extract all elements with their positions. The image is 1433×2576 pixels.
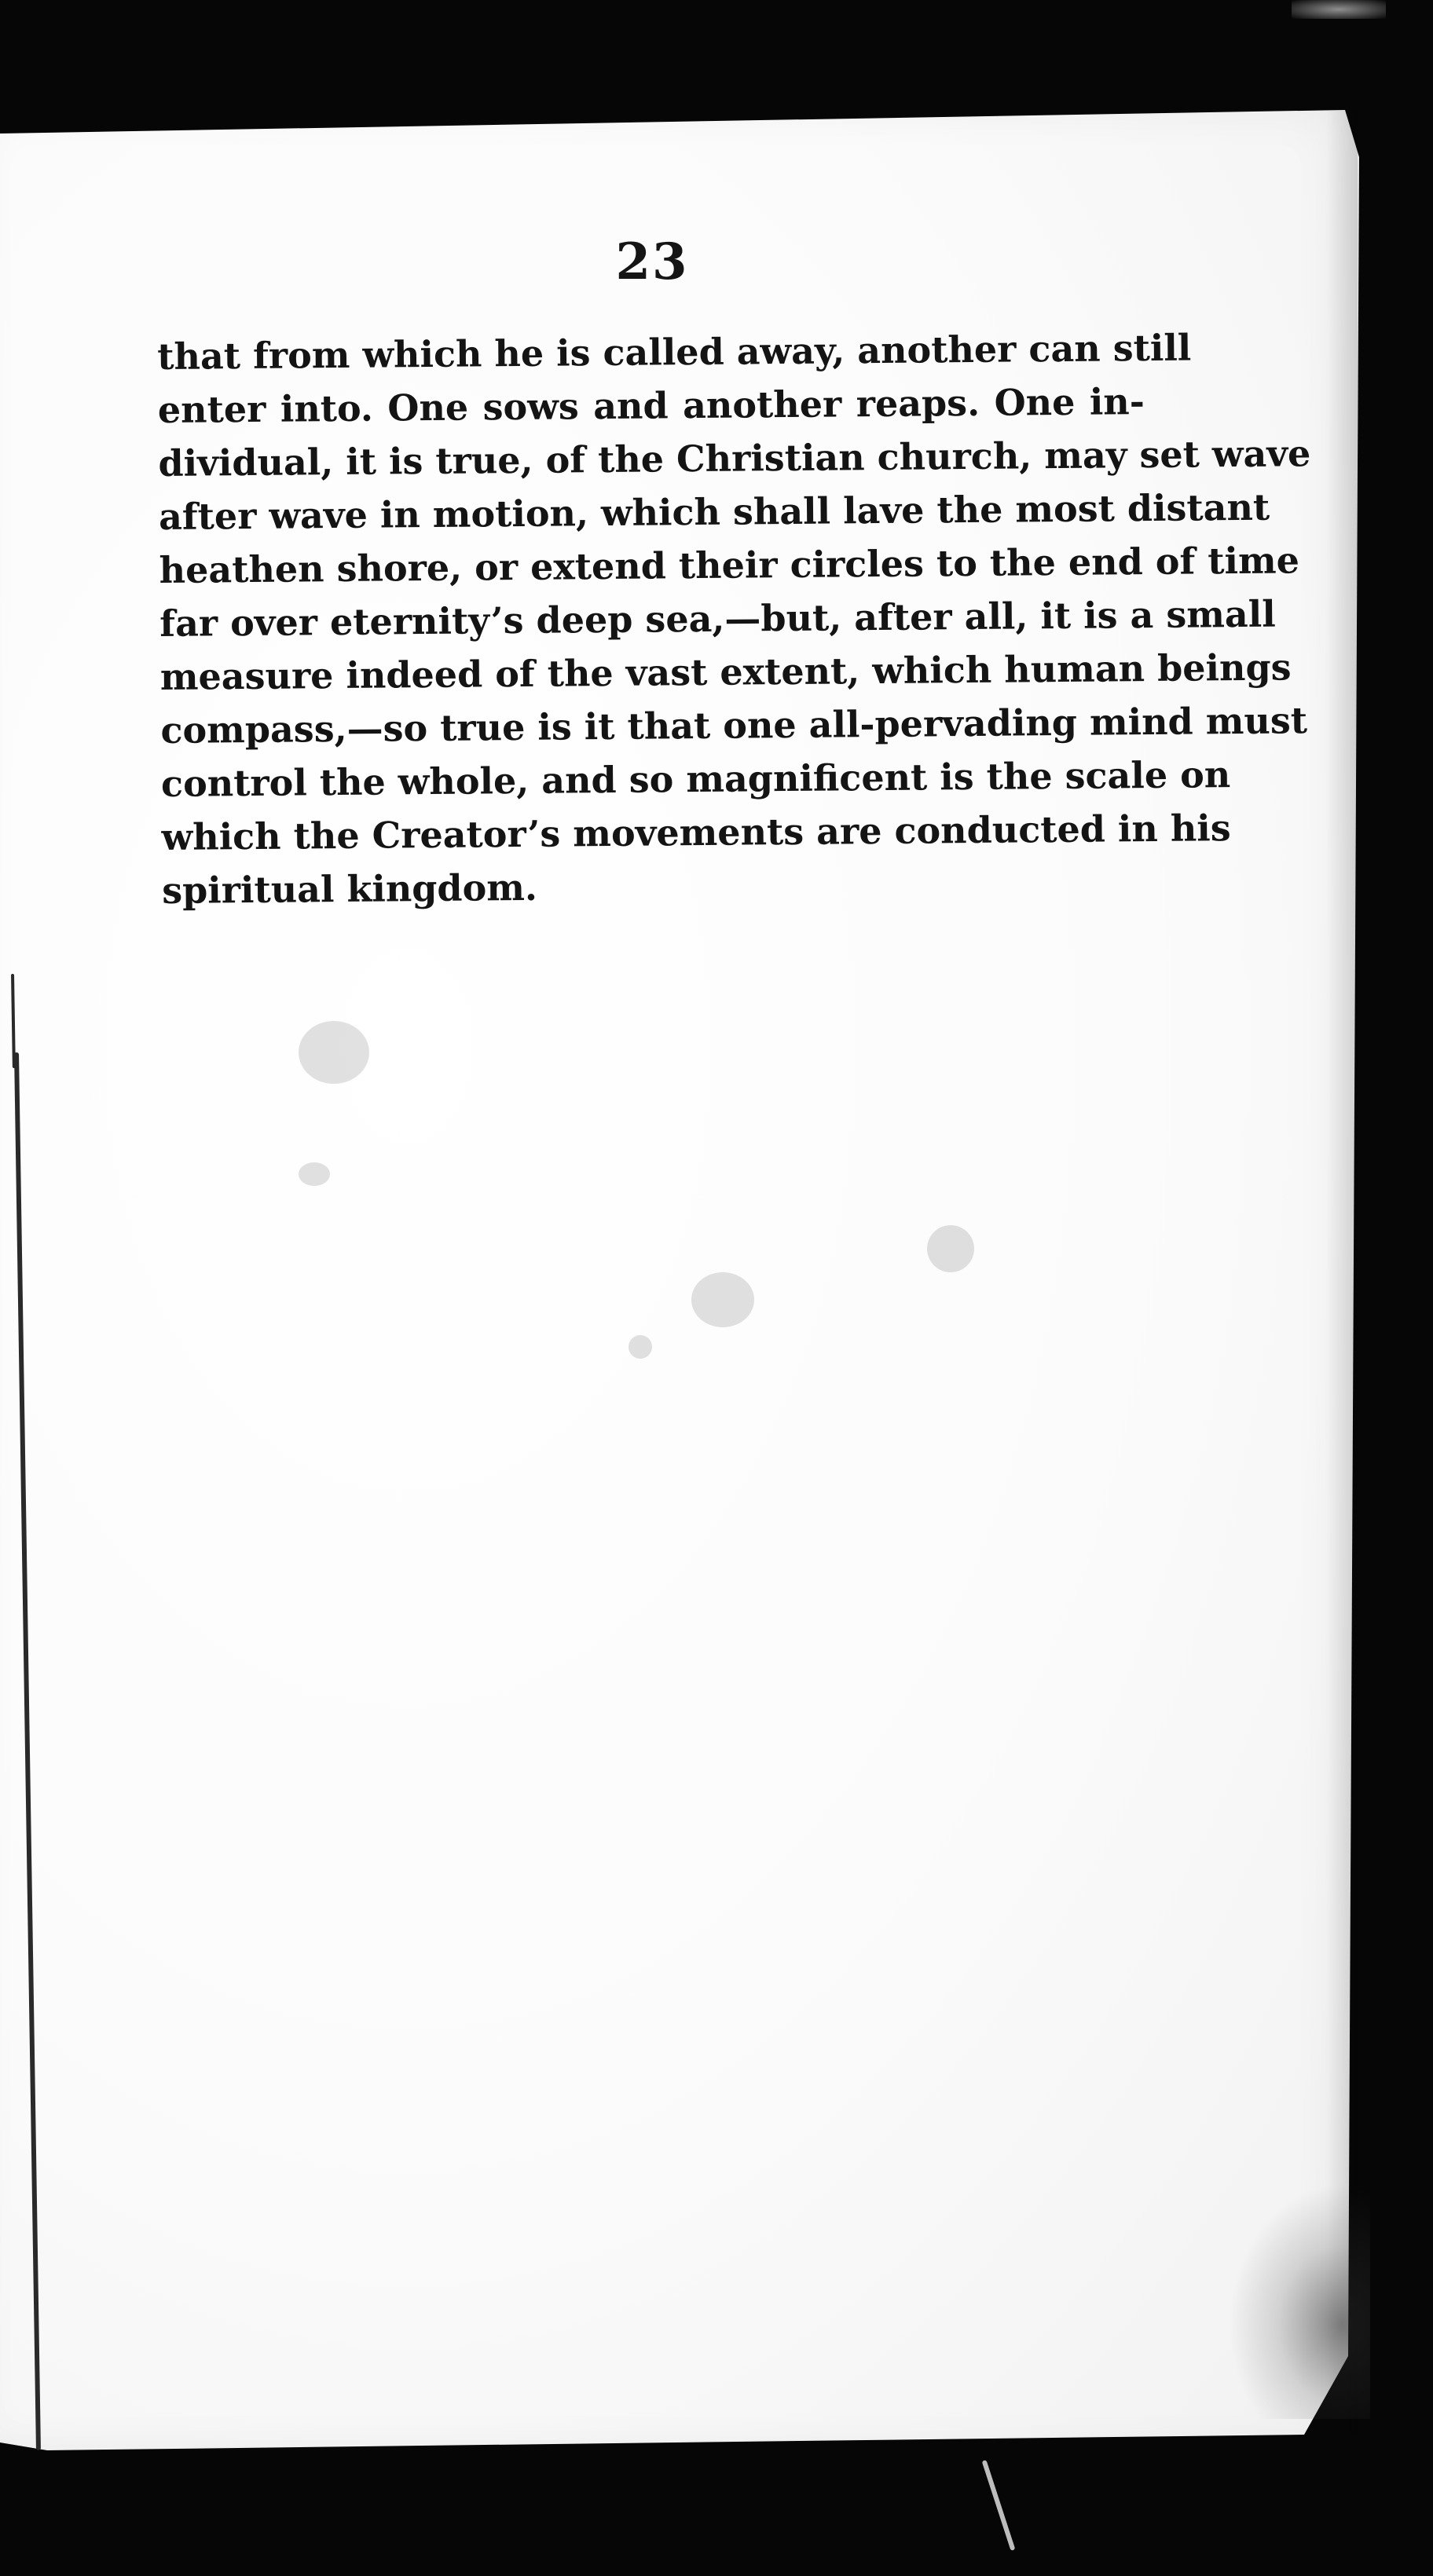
- text-line: measure indeed of the vast extent, which human beings: [159, 646, 1292, 698]
- scan-mark: [982, 2460, 1016, 2551]
- text-line: dividual, it is true, of the Christian church, may set wave: [158, 432, 1311, 485]
- paper-speck: [299, 1021, 369, 1084]
- body-text: [157, 321, 1311, 917]
- text-line: spiritual kingdom.: [161, 865, 538, 912]
- text-line: heathen shore, or extend their circles to the end of time: [159, 539, 1300, 591]
- text-line: control the whole, and so magnificent is the scale on: [160, 753, 1231, 805]
- text-line: compass,—so true is it that one all-pervading mind must: [160, 699, 1308, 752]
- corner-stain: [1229, 2183, 1370, 2419]
- text-line: after wave in motion, which shall lave the most distant: [158, 485, 1270, 538]
- page-edge-shadow: [1326, 110, 1358, 2435]
- paper-speck: [691, 1272, 754, 1327]
- text-line: which the Creator’s movements are conducted in his: [161, 807, 1231, 858]
- paper-speck: [927, 1225, 974, 1272]
- paper-speck: [629, 1335, 652, 1359]
- page-number: 23: [615, 232, 689, 291]
- text-line: that from which he is called away, another can still: [157, 326, 1192, 378]
- paper-speck: [299, 1162, 330, 1186]
- scan-smudge: [1292, 0, 1386, 19]
- text-line: enter into. One sows and another reaps. One in-: [157, 380, 1145, 431]
- text-line: far over eternity’s deep sea,—but, after all, it is a small: [159, 592, 1276, 645]
